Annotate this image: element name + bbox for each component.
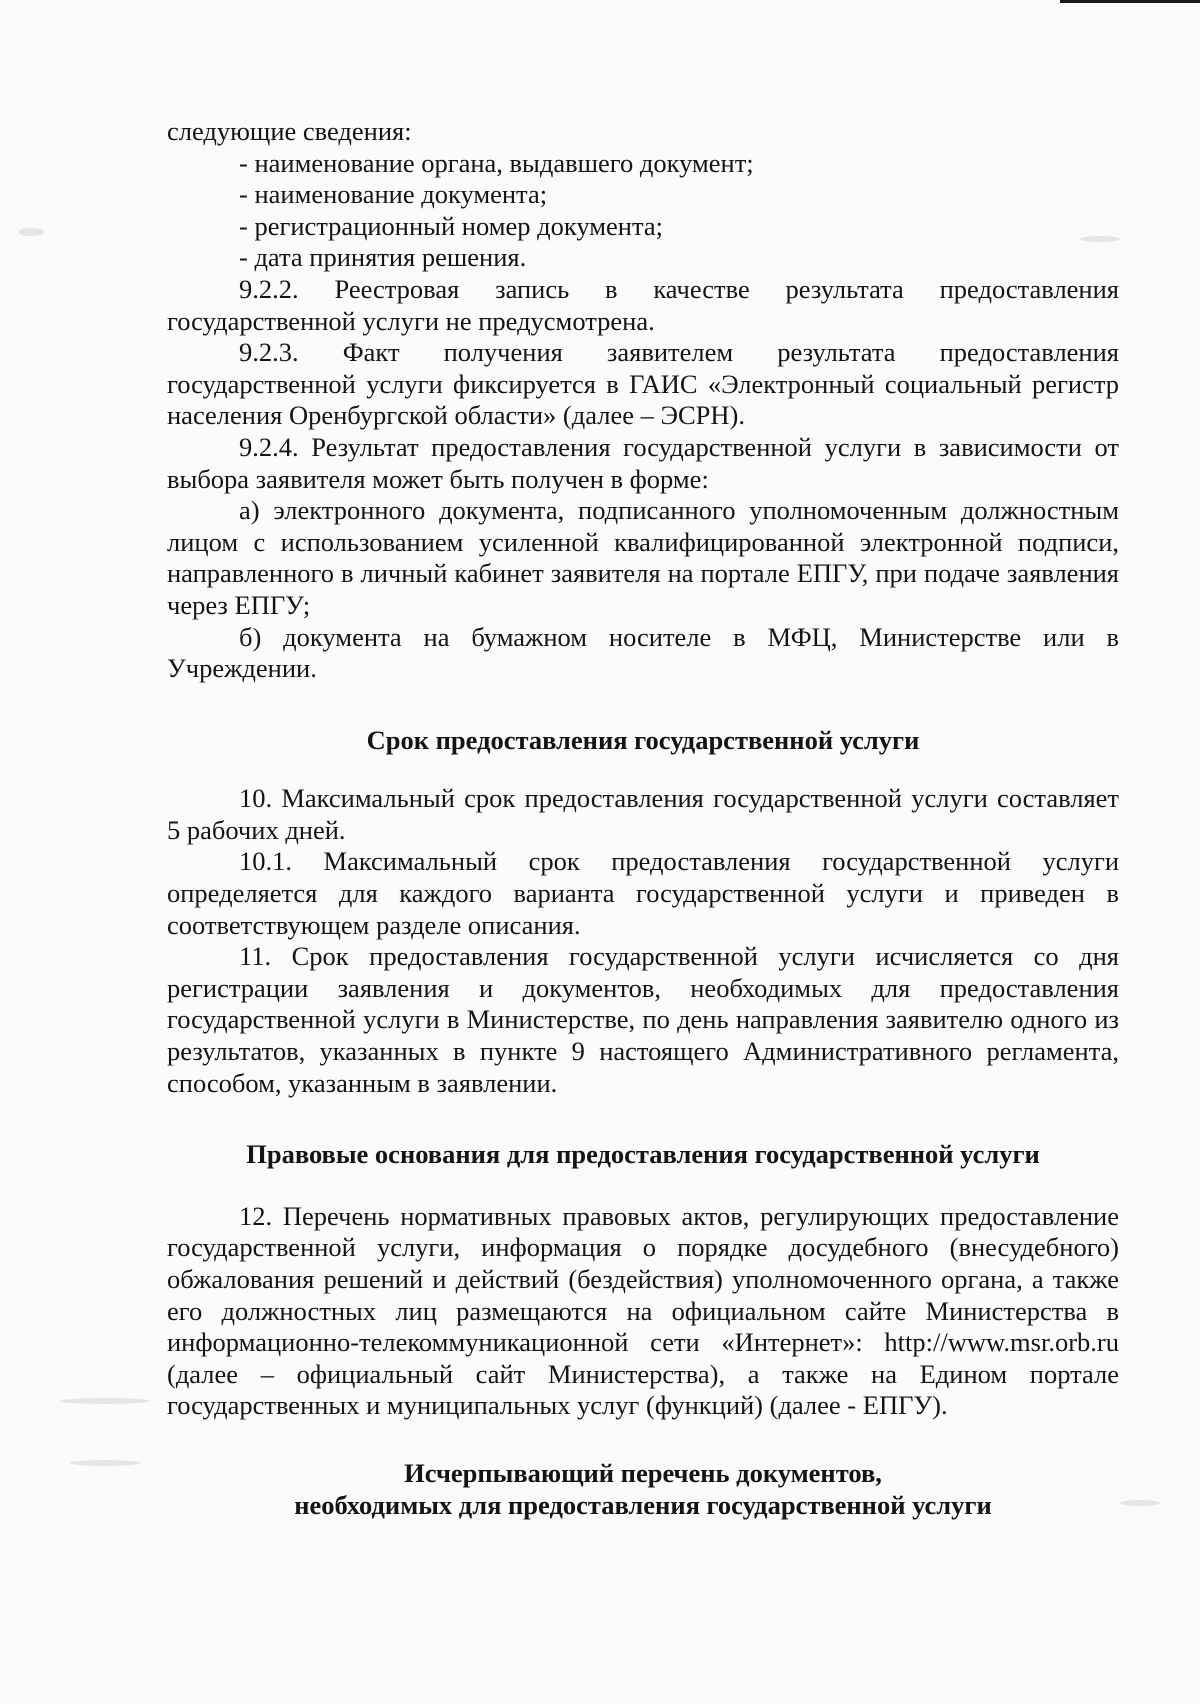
- paragraph-9-2-4: 9.2.4. Результат предоставления государственной услуги в зависимости от выбора заявителя может быть получен в форме:: [167, 431, 1119, 494]
- document-body: [167, 116, 1119, 1521]
- scan-edge-line: [1060, 0, 1200, 3]
- paragraph-9-2-2: 9.2.2. Реестровая запись в качестве результата предоставления государственной услуги не предусмотрена.: [167, 273, 1119, 336]
- section-heading-term: Срок предоставления государственной услуги: [366, 724, 920, 755]
- intro-lead: следующие сведения:: [167, 116, 412, 146]
- section-heading-docs-line2: необходимых для предоставления государственной услуги: [294, 1489, 992, 1520]
- list-item: - регистрационный номер документа;: [239, 210, 663, 241]
- paragraph-10-1: 10.1. Максимальный срок предоставления государственной услуги определяется для каждого варианта государственной услуги и приведен в соответствующем разделе описания.: [167, 846, 1119, 940]
- paragraph-12: 12. Перечень нормативных правовых актов, регулирующих предоставление государственной услуги, информация о порядке досудебного (внесудебного) обжалования решений и действий (бездействия) уполномоченного органа, а также его должностных лиц размещаются на официальном сайте Министерства в информационно-телекоммуникационной сети «Интернет»: http://www.msr.orb.ru (далее – официальный сайт Министерства), а также на Едином портале государственных и муниципальных услуг (функций) (далее - ЕПГУ).: [167, 1200, 1119, 1421]
- paragraph-11: 11. Срок предоставления государственной услуги исчисляется со дня регистрации заявления и документов, необходимых для предоставления государственной услуги в Министерстве, по день направления заявителю одного из результатов, указанных в пункте 9 настоящего Административного регламента, способом, указанным в заявлении.: [167, 941, 1119, 1098]
- section-heading-legal: Правовые основания для предоставления государственной услуги: [246, 1139, 1040, 1170]
- paragraph-10: 10. Максимальный срок предоставления государственной услуги составляет 5 рабочих дней.: [167, 783, 1119, 845]
- list-item: - дата принятия решения.: [239, 242, 527, 273]
- scan-artifact: [70, 1460, 140, 1466]
- paragraph-9-2-3: 9.2.3. Факт получения заявителем результата предоставления государственной услуги фиксируется в ГАИС «Электронный социальный регистр населения Оренбургской области» (далее – ЭСРН).: [167, 337, 1119, 431]
- paragraph-option-b: б) документа на бумажном носителе в МФЦ, Министерстве или в Учреждении.: [167, 621, 1119, 684]
- section-heading-docs-line1: Исчерпывающий перечень документов,: [404, 1457, 882, 1488]
- scan-artifact: [60, 1398, 150, 1404]
- list-item: - наименование документа;: [239, 179, 548, 210]
- scan-artifact: [1080, 236, 1120, 242]
- paragraph-option-a: а) электронного документа, подписанного уполномоченным должностным лицом с использованием усиленной квалифицированной электронной подписи, направленного в личный кабинет заявителя на портале ЕПГУ, при подаче заявления через ЕПГУ;: [167, 495, 1119, 620]
- scan-artifact: [1120, 1500, 1160, 1506]
- scan-artifact: [18, 228, 44, 236]
- list-item: - наименование органа, выдавшего документ;: [239, 147, 754, 178]
